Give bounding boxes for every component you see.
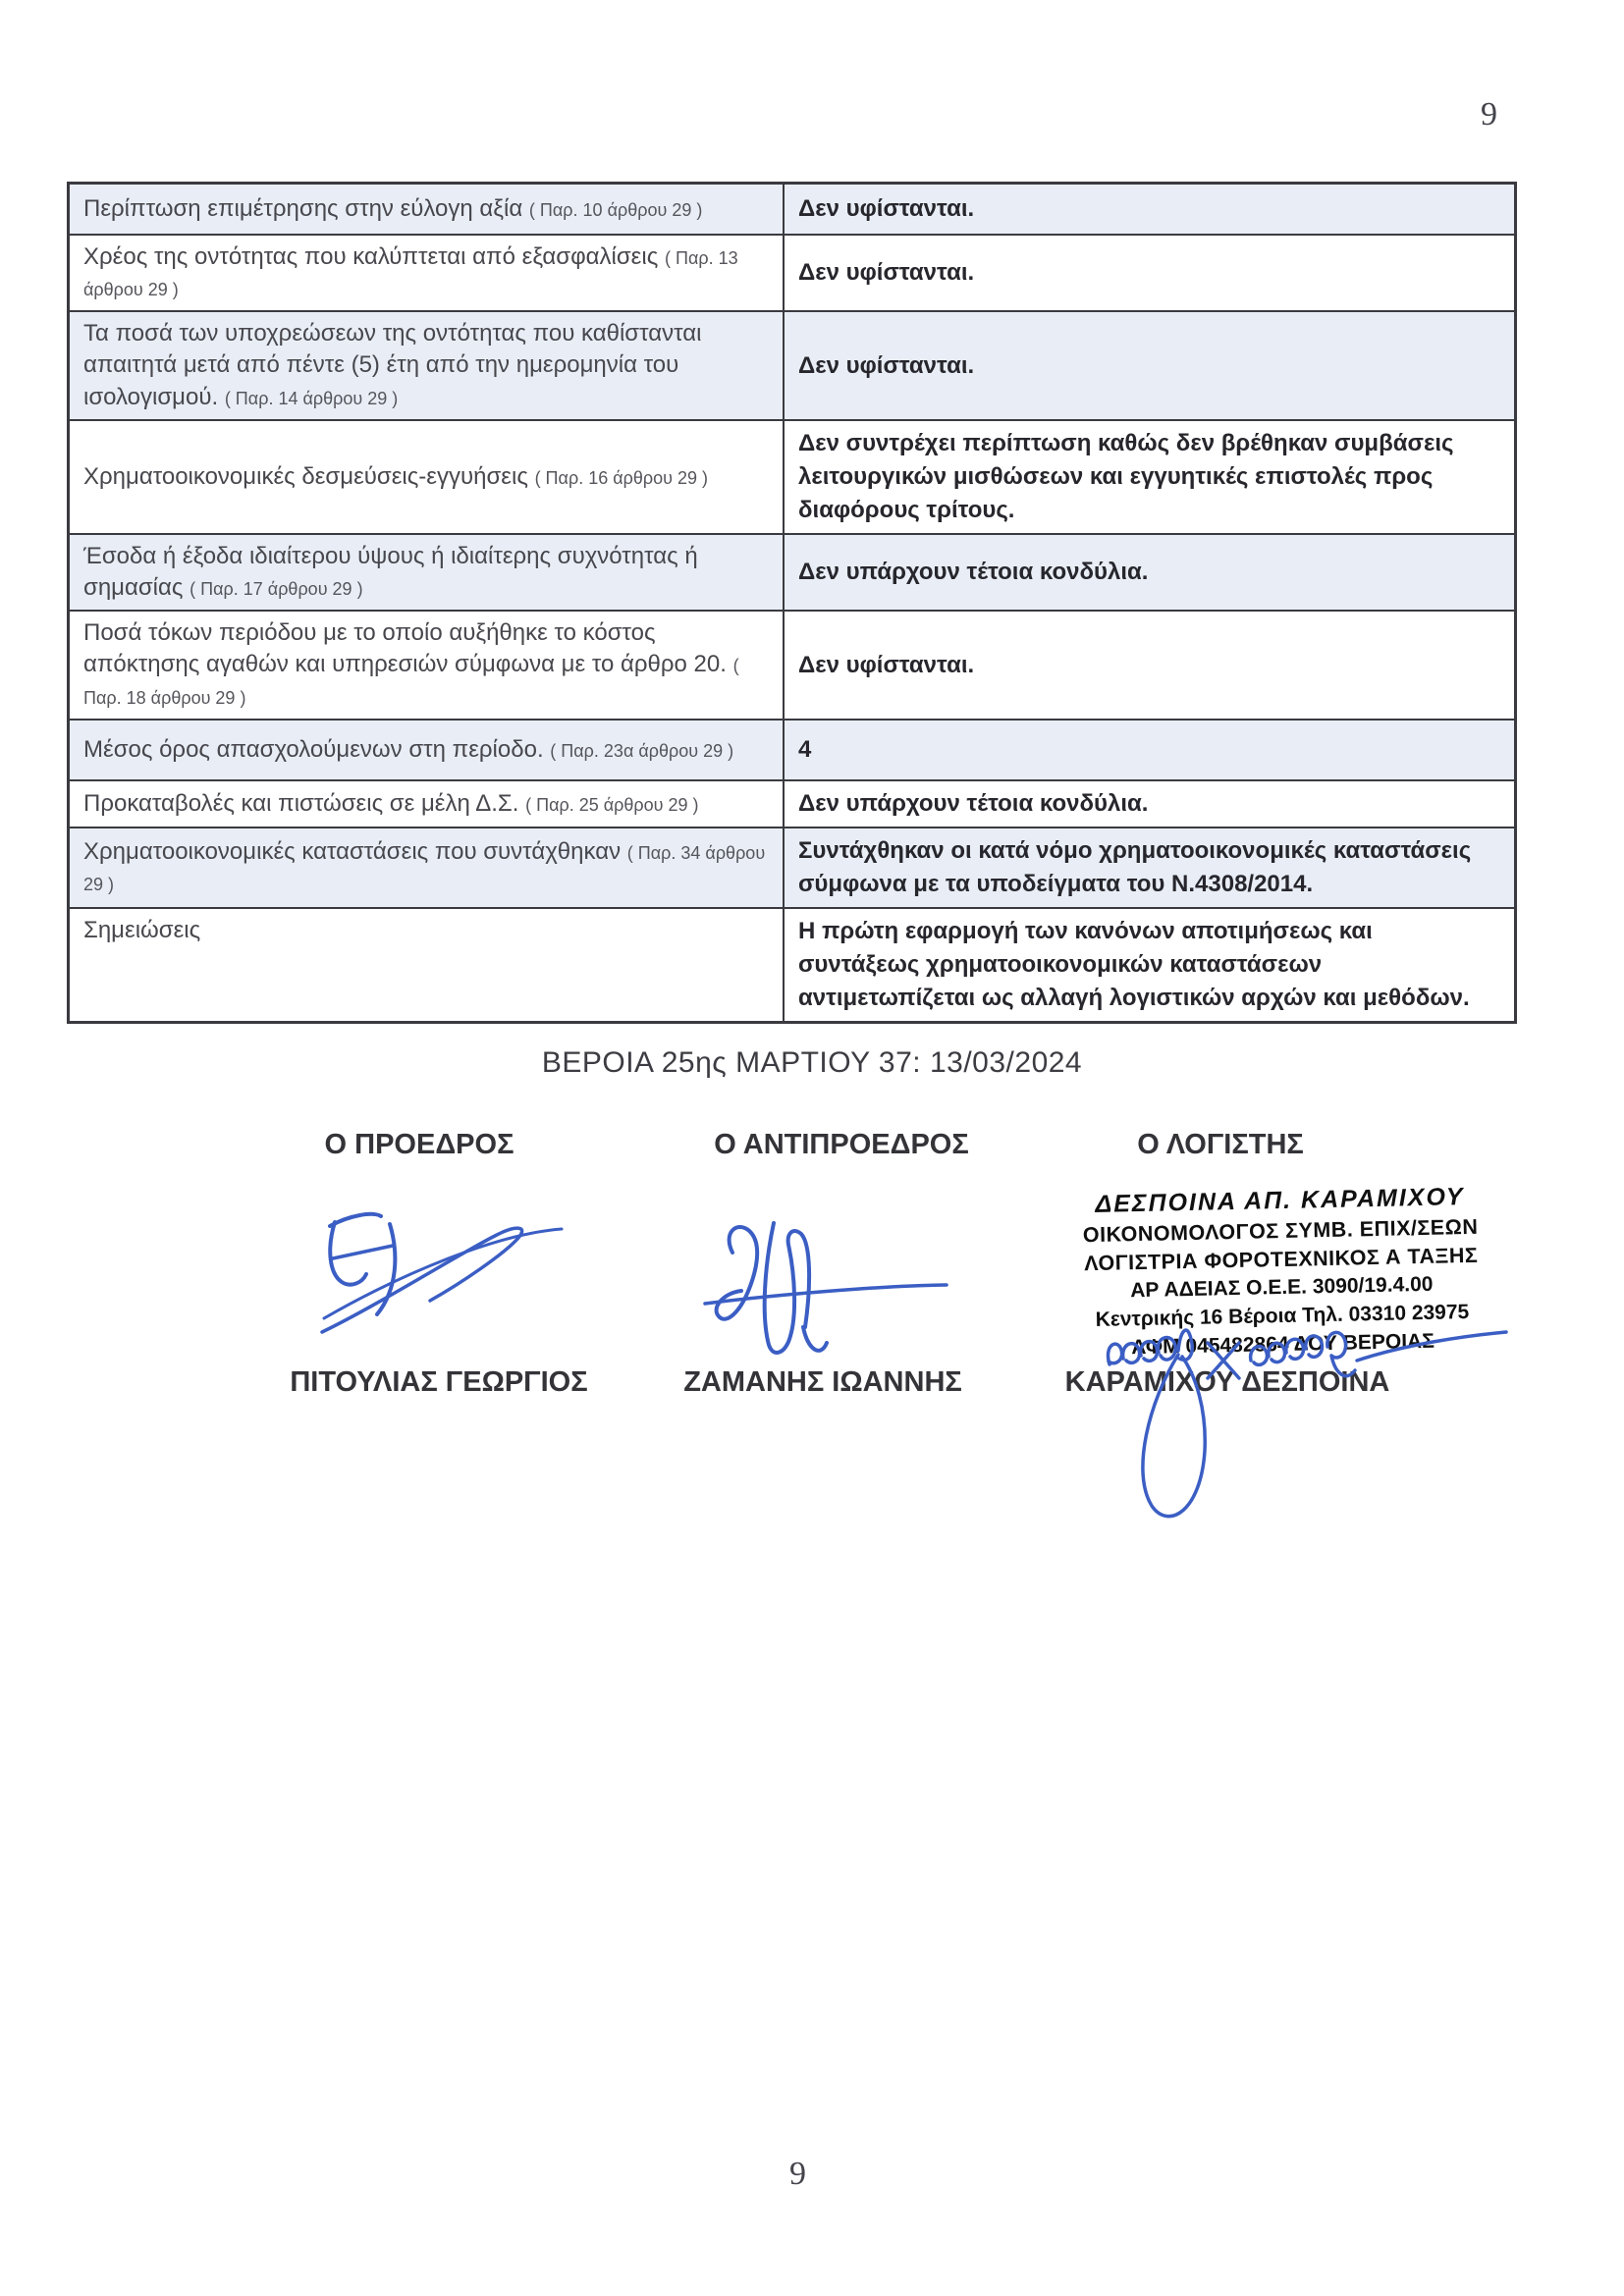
row-label: Περίπτωση επιμέτρησης στην εύλογη αξία (83, 194, 523, 222)
row-paragraph-ref: ( Παρ. 14 άρθρου 29 ) (224, 388, 399, 408)
row-label-cell (70, 612, 783, 718)
row-label: Προκαταβολές και πιστώσεις σε μέλη Δ.Σ. (83, 789, 519, 817)
row-value: Δεν υπάρχουν τέτοια κονδύλια. (798, 559, 1149, 586)
row-value-cell (783, 421, 1514, 533)
vicepresident-name: ΖΑΜΑΝΗΣ ΙΩΑΝΝΗΣ (683, 1366, 962, 1398)
row-paragraph-ref: ( Παρ. 17 άρθρου 29 ) (189, 579, 363, 600)
row-label-cell (70, 185, 783, 234)
accountant-signature-image (1051, 1294, 1522, 1534)
row-value-cell (783, 781, 1514, 827)
page-number-bottom: 9 (789, 2156, 806, 2192)
row-value: Δεν υπάρχουν τέτοια κονδύλια. (798, 789, 1149, 817)
stamp-line-license: ΑΡ ΑΔΕΙΑΣ Ο.Ε.Ε. 3090/19.4.00 (1130, 1273, 1434, 1303)
row-label: Ποσά τόκων περιόδου με το οποίο αυξήθηκε το κόστος απόκτησης αγαθών και υπηρεσιών σύμφωνα με το άρθρο 20. (83, 619, 727, 678)
row-paragraph-ref: ( Παρ. 10 άρθρου 29 ) (528, 199, 703, 220)
table-row (70, 779, 1514, 827)
row-label-cell (70, 781, 783, 827)
row-value: Δεν υφίστανται. (798, 651, 975, 678)
row-label: Μέσος όρος απασχολούμενων στη περίοδο. (83, 735, 544, 763)
row-value: Συντάχθηκαν οι κατά νόμο χρηματοοικονομικές καταστάσεις σύμφωνα με τα υποδείγματα του Ν.4308/2014. (798, 836, 1472, 897)
row-value: Η πρώτη εφαρμογή των κανόνων αποτιμήσεως και συντάξεως χρηματοοικονομικών καταστάσεων αντιμετωπίζεται ως αλλαγή λογιστικών αρχών και μεθόδων. (798, 918, 1470, 1012)
vicepresident-signature-image (677, 1196, 972, 1382)
row-label: Χρηματοοικονομικές καταστάσεις που συντάχθηκαν (83, 837, 622, 865)
row-value: Δεν υφίστανται. (798, 194, 975, 222)
accountant-name: ΚΑΡΑΜΙΧΟΥ ΔΕΣΠΟΙΝΑ (1064, 1366, 1390, 1398)
row-value: Δεν υφίστανται. (798, 351, 975, 379)
stamp-line-afm: ΑΦΜ 045482864 ΔΟΥ ΒΕΡΟΙΑΣ (1131, 1329, 1435, 1359)
row-value-cell (783, 312, 1514, 418)
place-date-line: ΒΕΡΟΙΑ 25ης ΜΑΡΤΙΟΥ 37: 13/03/2024 (541, 1046, 1083, 1079)
row-value-cell (783, 236, 1514, 310)
table-row (70, 719, 1514, 779)
row-label-cell (70, 721, 783, 779)
row-label-cell (70, 828, 783, 907)
table-row (70, 310, 1514, 418)
row-paragraph-ref: ( Παρ. 34 άρθρου 29 ) (83, 842, 766, 894)
table-row (70, 234, 1514, 310)
row-value-cell (783, 535, 1514, 610)
president-signature-image (295, 1202, 589, 1350)
stamp-line-name: ΔΕΣΠΟΙΝΑ ΑΠ. ΚΑΡΑΜΙΧΟΥ (1095, 1183, 1465, 1218)
table-row (70, 185, 1514, 234)
row-value-cell (783, 721, 1514, 779)
signatory-title-president: Ο ΠΡΟΕΔΡΟΣ (324, 1129, 514, 1160)
row-paragraph-ref: ( Παρ. 16 άρθρου 29 ) (534, 467, 708, 488)
row-paragraph-ref: ( Παρ. 23α άρθρου 29 ) (550, 740, 734, 761)
row-label-cell (70, 236, 783, 310)
stamp-line-profession: ΟΙΚΟΝΟΜΟΛΟΓΟΣ ΣΥΜΒ. ΕΠΙΧ/ΣΕΩΝ (1082, 1214, 1479, 1248)
row-value-cell (783, 612, 1514, 718)
row-value-cell (783, 909, 1514, 1021)
row-value: Δεν υφίστανται. (798, 259, 975, 287)
row-label: Τα ποσά των υποχρεώσεων της οντότητας που καθίστανται απαιτητά μετά από πέντε (5) έτη από την ημερομηνία του ισολογισμού. (83, 320, 702, 410)
table-row (70, 533, 1514, 610)
president-name: ΠΙΤΟΥΛΙΑΣ ΓΕΩΡΓΙΟΣ (290, 1366, 588, 1398)
row-paragraph-ref: ( Παρ. 25 άρθρου 29 ) (525, 794, 699, 815)
row-value-cell (783, 828, 1514, 907)
table-row (70, 610, 1514, 718)
stamp-line-address: Κεντρικής 16 Βέροια Τηλ. 03310 23975 (1095, 1301, 1470, 1331)
row-label-cell (70, 421, 783, 533)
signatory-title-accountant: Ο ΛΟΓΙΣΤΗΣ (1137, 1129, 1304, 1160)
row-value-cell (783, 185, 1514, 234)
row-label-cell (70, 535, 783, 610)
page-number-top: 9 (1481, 96, 1497, 133)
notes-disclosure-table (67, 182, 1517, 1024)
table-row (70, 419, 1514, 533)
row-label: Χρέος της οντότητας που καλύπτεται από εξασφαλίσεις (83, 243, 659, 270)
row-label-cell (70, 909, 783, 1021)
row-label: Χρηματοοικονομικές δεσμεύσεις-εγγυήσεις (83, 462, 528, 490)
table-row (70, 827, 1514, 907)
row-paragraph-ref: ( Παρ. 13 άρθρου 29 ) (83, 248, 738, 300)
stamp-line-class: ΛΟΓΙΣΤΡΙΑ ΦΟΡΟΤΕΧΝΙΚΟΣ Α ΤΑΞΗΣ (1083, 1244, 1479, 1276)
row-label-cell (70, 312, 783, 418)
row-label: Σημειώσεις (83, 917, 201, 944)
row-value: Δεν συντρέχει περίπτωση καθώς δεν βρέθηκαν συμβάσεις λειτουργικών μισθώσεων και εγγυητικές επιστολές προς διαφόρους τρίτους. (798, 429, 1454, 523)
row-value: 4 (798, 735, 812, 763)
signatory-title-vicepresident: Ο ΑΝΤΙΠΡΟΕΔΡΟΣ (714, 1129, 969, 1160)
table-row (70, 907, 1514, 1021)
row-label: Έσοδα ή έξοδα ιδιαίτερου ύψους ή ιδιαίτερης συχνότητας ή σημασίας (83, 543, 698, 602)
row-paragraph-ref: ( Παρ. 18 άρθρου 29 ) (83, 656, 739, 708)
